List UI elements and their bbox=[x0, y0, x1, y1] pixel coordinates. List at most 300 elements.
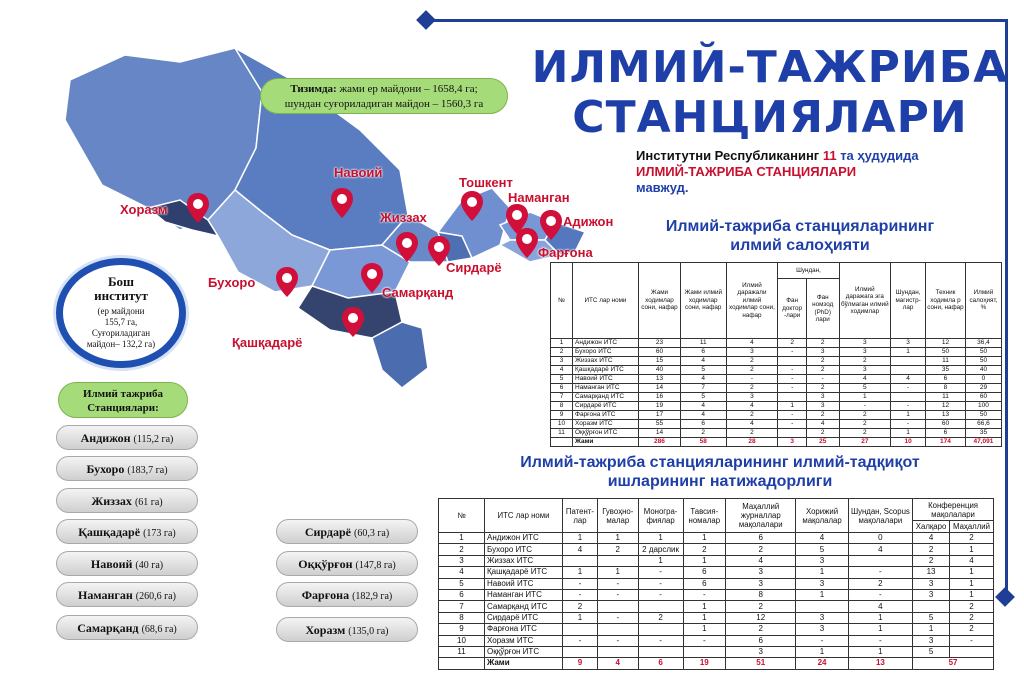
table-cell: 2 bbox=[949, 533, 993, 544]
table-cell: 5 bbox=[796, 544, 848, 555]
station-area: (182,9 га) bbox=[352, 591, 393, 602]
table-cell: Андижон ИТС bbox=[485, 533, 563, 544]
table-cell: - bbox=[597, 578, 638, 589]
table-cell: - bbox=[778, 420, 806, 429]
col-certificates: Гувоҳно-малар bbox=[597, 499, 638, 533]
table-cell: 3 bbox=[806, 393, 839, 402]
station-name: Андижон bbox=[80, 431, 131, 445]
table-cell: 3 bbox=[891, 339, 926, 348]
table-cell: 3 bbox=[726, 646, 796, 657]
table-cell: 2 bbox=[726, 429, 778, 438]
table-cell: 1 bbox=[891, 348, 926, 357]
table-cell: 3 bbox=[913, 589, 950, 600]
col-no: № bbox=[439, 499, 485, 533]
page-subtitle bbox=[636, 148, 996, 196]
table-cell: Сирдарё ИТС bbox=[485, 612, 563, 623]
col-doctors: Фан доктор -лари bbox=[778, 279, 806, 339]
label-bukhara: Бухоро bbox=[208, 275, 256, 290]
table-row bbox=[551, 348, 1002, 357]
col-total-staff: Жами ходимлар сони, нафар bbox=[639, 263, 681, 339]
table-cell: 50 bbox=[965, 348, 1001, 357]
table-row bbox=[551, 357, 1002, 366]
main-institute-title-1: Бош bbox=[107, 274, 135, 289]
map-pin-icon bbox=[516, 228, 538, 258]
table-total-row bbox=[551, 438, 1002, 447]
table-total-cell: 9 bbox=[563, 658, 598, 669]
label-khorezm: Хоразм bbox=[120, 202, 168, 217]
table-cell: Навоий ИТС bbox=[485, 578, 563, 589]
table-cell: - bbox=[778, 348, 806, 357]
table-cell: 4 bbox=[680, 402, 726, 411]
table-cell: 3 bbox=[913, 578, 950, 589]
station-area: (147,8 га) bbox=[355, 560, 396, 571]
table-cell: 55 bbox=[639, 420, 681, 429]
table-cell: - bbox=[597, 635, 638, 646]
table-total-cell: 58 bbox=[680, 438, 726, 447]
label-andijan: Адижон bbox=[563, 214, 614, 229]
table-row bbox=[551, 393, 1002, 402]
table-cell: 40 bbox=[639, 366, 681, 375]
table-cell: - bbox=[778, 375, 806, 384]
table-cell: 4 bbox=[891, 375, 926, 384]
table-cell bbox=[891, 366, 926, 375]
table-total-cell: 6 bbox=[638, 658, 683, 669]
table-cell: 2 bbox=[726, 384, 778, 393]
system-area-note bbox=[260, 78, 508, 114]
table-cell: 2 bbox=[839, 429, 891, 438]
table-cell bbox=[597, 646, 638, 657]
map-pin-icon bbox=[461, 191, 483, 221]
table-cell: - bbox=[638, 635, 683, 646]
table-cell: 29 bbox=[965, 384, 1001, 393]
table-cell: 1 bbox=[891, 411, 926, 420]
table-cell: 1 bbox=[597, 567, 638, 578]
col-phd: Фан номзод (PhD) лари bbox=[806, 279, 839, 339]
table-cell: - bbox=[778, 366, 806, 375]
table-cell: 2 bbox=[680, 429, 726, 438]
table-cell: - bbox=[848, 567, 912, 578]
table-row bbox=[439, 612, 994, 623]
table-cell bbox=[913, 601, 950, 612]
table-cell: 3 bbox=[839, 366, 891, 375]
subtitle-part-b: та ҳудудида bbox=[836, 148, 919, 163]
table-cell bbox=[563, 555, 598, 566]
col-potential: Илмий салоҳият, % bbox=[965, 263, 1001, 339]
table-cell: 8 bbox=[551, 402, 573, 411]
table-cell: 10 bbox=[551, 420, 573, 429]
table-total-cell: 51 bbox=[726, 658, 796, 669]
station-pill bbox=[56, 425, 198, 450]
table-cell: 2 bbox=[913, 555, 950, 566]
table-total-row bbox=[439, 658, 994, 669]
station-name: Қашқадарё bbox=[78, 525, 141, 539]
page-title-line1: ИЛМИЙ-ТАЖРИБА bbox=[531, 42, 1009, 93]
table-cell: 1 bbox=[563, 533, 598, 544]
col-name: ИТС лар номи bbox=[485, 499, 563, 533]
main-institute-title-2: институт bbox=[94, 288, 148, 303]
table-cell: 2 bbox=[439, 544, 485, 555]
table-cell: 6 bbox=[551, 384, 573, 393]
section1-line1: Илмий-тажриба станцияларининг bbox=[665, 218, 935, 235]
table-total-cell: 4 bbox=[597, 658, 638, 669]
table-cell: - bbox=[891, 384, 926, 393]
table-cell: - bbox=[683, 635, 726, 646]
subtitle-part-d: мавжуд. bbox=[636, 180, 689, 195]
table-cell: - bbox=[563, 589, 598, 600]
section2-line2: ишларининг натижадорлиги bbox=[607, 473, 833, 490]
table-cell bbox=[597, 624, 638, 635]
frame-diamond-start bbox=[416, 10, 436, 30]
table-cell: 50 bbox=[926, 348, 966, 357]
table-cell: 1 bbox=[848, 612, 912, 623]
table-cell: Самарқанд ИТС bbox=[573, 393, 639, 402]
table-cell: 2 bbox=[839, 357, 891, 366]
table-cell: 2 bbox=[806, 366, 839, 375]
table-cell: 6 bbox=[926, 429, 966, 438]
table-total-cell: 10 bbox=[891, 438, 926, 447]
section-research-results-title bbox=[460, 453, 980, 491]
table-cell: 60 bbox=[965, 393, 1001, 402]
table-cell: 14 bbox=[639, 384, 681, 393]
station-area: (135,0 га) bbox=[348, 626, 389, 637]
table-cell: 1 bbox=[891, 429, 926, 438]
table-cell: 2 bbox=[839, 411, 891, 420]
table-row bbox=[439, 635, 994, 646]
table-row bbox=[439, 624, 994, 635]
table-cell bbox=[597, 555, 638, 566]
table-cell bbox=[778, 429, 806, 438]
table-cell: 4 bbox=[796, 533, 848, 544]
table-cell: Оққўрғон ИТС bbox=[573, 429, 639, 438]
table-cell: 6 bbox=[926, 375, 966, 384]
section2-line1: Илмий-тажриба станцияларининг илмий-тадқиқот bbox=[520, 454, 920, 471]
table-row bbox=[439, 555, 994, 566]
station-area: (183,7 га) bbox=[127, 465, 168, 476]
table-cell: 12 bbox=[926, 402, 966, 411]
label-namangan: Наманган bbox=[508, 190, 570, 205]
table-cell: 8 bbox=[439, 612, 485, 623]
station-name: Оққўрғон bbox=[298, 557, 353, 571]
table-cell: 1 bbox=[638, 555, 683, 566]
table-cell: 12 bbox=[926, 339, 966, 348]
table-cell: 2 bbox=[563, 601, 598, 612]
table-cell: Навоий ИТС bbox=[573, 375, 639, 384]
table-total-cell: 25 bbox=[806, 438, 839, 447]
table-cell: - bbox=[891, 420, 926, 429]
station-pill bbox=[276, 582, 418, 607]
table-cell: 6 bbox=[680, 420, 726, 429]
table-cell: 3 bbox=[796, 612, 848, 623]
table-cell: 11 bbox=[926, 393, 966, 402]
section-scientific-potential-title bbox=[620, 217, 980, 255]
table-cell: Андижон ИТС bbox=[573, 339, 639, 348]
table-cell: - bbox=[638, 589, 683, 600]
main-institute-sub-4: майдон– 132,2 га) bbox=[86, 339, 156, 349]
table-cell: 1 bbox=[913, 624, 950, 635]
table-cell: 50 bbox=[965, 357, 1001, 366]
table-cell: 2 bbox=[848, 578, 912, 589]
station-area: (68,6 га) bbox=[141, 624, 177, 635]
note-line1: жами ер майдони – 1658,4 га; bbox=[336, 83, 478, 95]
table-cell bbox=[949, 646, 993, 657]
table-cell bbox=[778, 357, 806, 366]
table-cell bbox=[848, 555, 912, 566]
table-cell: 0 bbox=[965, 375, 1001, 384]
table-cell: 3 bbox=[806, 402, 839, 411]
table-row bbox=[551, 366, 1002, 375]
table-cell: 1 bbox=[683, 533, 726, 544]
table-cell: Наманган ИТС bbox=[573, 384, 639, 393]
table-total-cell: 47,091 bbox=[965, 438, 1001, 447]
table-cell: 2 bbox=[913, 544, 950, 555]
page-title-line2: СТАНЦИЯЛАРИ bbox=[572, 92, 968, 143]
table-cell: 3 bbox=[796, 578, 848, 589]
table-total-cell: Жами bbox=[485, 658, 563, 669]
table-cell: 13 bbox=[639, 375, 681, 384]
table-row bbox=[439, 567, 994, 578]
table-cell: 5 bbox=[680, 393, 726, 402]
table-cell: 5 bbox=[680, 366, 726, 375]
table-cell: 3 bbox=[726, 578, 796, 589]
table-cell: 13 bbox=[926, 411, 966, 420]
map-pin-icon bbox=[187, 193, 209, 223]
table-cell: Наманган ИТС bbox=[485, 589, 563, 600]
station-area: (260,6 га) bbox=[135, 591, 176, 602]
table-cell bbox=[683, 646, 726, 657]
table-cell: 5 bbox=[551, 375, 573, 384]
table-total-cell: Жами bbox=[573, 438, 639, 447]
station-area: (60,3 га) bbox=[353, 528, 390, 539]
table-cell: 1 bbox=[597, 533, 638, 544]
col-international: Халқаро bbox=[913, 521, 950, 533]
station-pill bbox=[56, 488, 198, 513]
table-cell: 4 bbox=[848, 544, 912, 555]
table-row bbox=[439, 601, 994, 612]
table-cell: 1 bbox=[683, 555, 726, 566]
table-cell: 8 bbox=[926, 384, 966, 393]
table-cell: 4 bbox=[726, 555, 796, 566]
table-cell: 9 bbox=[439, 624, 485, 635]
subtitle-part-a: Институтни Республиканинг bbox=[636, 148, 823, 163]
table-cell bbox=[891, 393, 926, 402]
table-cell: 4 bbox=[680, 375, 726, 384]
table-cell bbox=[638, 646, 683, 657]
table-cell: 1 bbox=[551, 339, 573, 348]
table-cell: 1 bbox=[949, 578, 993, 589]
table-cell: 6 bbox=[439, 589, 485, 600]
table-cell: - bbox=[638, 567, 683, 578]
table-cell: 1 bbox=[683, 601, 726, 612]
table-cell: 11 bbox=[680, 339, 726, 348]
label-kashkadarya: Қашқадарё bbox=[232, 335, 303, 350]
table-cell: 2 bbox=[949, 601, 993, 612]
table-cell: 36,4 bbox=[965, 339, 1001, 348]
table-cell: 3 bbox=[726, 393, 778, 402]
stations-header-line1: Илмий тажриба bbox=[82, 388, 164, 400]
table-total-cell: 28 bbox=[726, 438, 778, 447]
table-cell: 1 bbox=[439, 533, 485, 544]
table-total-cell: 13 bbox=[848, 658, 912, 669]
table-cell: 4 bbox=[680, 411, 726, 420]
table-cell: 2 bbox=[778, 339, 806, 348]
map-pin-icon bbox=[396, 232, 418, 262]
section1-line2: илмий салоҳияти bbox=[730, 237, 870, 254]
table-cell: 60 bbox=[639, 348, 681, 357]
station-name: Наманган bbox=[78, 588, 133, 602]
table-cell: 2 bbox=[806, 357, 839, 366]
table-cell: 3 bbox=[839, 348, 891, 357]
label-sirdarya: Сирдарё bbox=[446, 260, 502, 275]
table-cell: - bbox=[778, 384, 806, 393]
table-cell: Бухоро ИТС bbox=[573, 348, 639, 357]
table-cell: 2 дарслик bbox=[638, 544, 683, 555]
table-total-cell: 27 bbox=[839, 438, 891, 447]
table-cell: 1 bbox=[839, 393, 891, 402]
table-cell: Жиззах ИТС bbox=[573, 357, 639, 366]
note-line2: шундан суғориладиган майдон – 1560,3 га bbox=[284, 98, 484, 110]
table-cell: 6 bbox=[726, 533, 796, 544]
table-cell: 0 bbox=[848, 533, 912, 544]
table-row bbox=[551, 402, 1002, 411]
table-cell: 4 bbox=[839, 375, 891, 384]
table-cell: 2 bbox=[726, 624, 796, 635]
station-pill bbox=[56, 551, 198, 576]
table-cell: 4 bbox=[949, 555, 993, 566]
table-cell: 11 bbox=[439, 646, 485, 657]
subtitle-part-c: ИЛМИЙ-ТАЖРИБА СТАНЦИЯЛАРИ bbox=[636, 164, 857, 179]
table-cell: 3 bbox=[796, 555, 848, 566]
table-cell: 16 bbox=[639, 393, 681, 402]
table-cell: - bbox=[891, 402, 926, 411]
table-total-cell bbox=[551, 438, 573, 447]
table-cell: Сирдарё ИТС bbox=[573, 402, 639, 411]
table-row bbox=[439, 533, 994, 544]
table-cell bbox=[796, 601, 848, 612]
table-cell: - bbox=[563, 578, 598, 589]
table-cell bbox=[638, 624, 683, 635]
frame-line-top bbox=[426, 19, 1008, 22]
table-total-cell: 19 bbox=[683, 658, 726, 669]
table-cell: 2 bbox=[726, 357, 778, 366]
table-row bbox=[551, 429, 1002, 438]
table-cell: 2 bbox=[806, 339, 839, 348]
table-cell: - bbox=[683, 589, 726, 600]
col-non-degreed: Илмий даражага эга бўлмаган илмий ходимлар bbox=[839, 263, 891, 339]
table-cell: 4 bbox=[726, 402, 778, 411]
label-tashkent: Тошкент bbox=[459, 175, 513, 190]
station-area: (115,2 га) bbox=[133, 434, 174, 445]
table-cell: 1 bbox=[848, 646, 912, 657]
table-cell: 66,6 bbox=[965, 420, 1001, 429]
col-patents: Патент-лар bbox=[563, 499, 598, 533]
col-monographs: Моногра-фиялар bbox=[638, 499, 683, 533]
table-cell: 5 bbox=[839, 384, 891, 393]
table-row bbox=[551, 384, 1002, 393]
table-cell: - bbox=[806, 375, 839, 384]
table-cell: 10 bbox=[439, 635, 485, 646]
table-total-cell: 57 bbox=[913, 658, 994, 669]
table-cell: 3 bbox=[726, 348, 778, 357]
table-row bbox=[551, 339, 1002, 348]
table-cell: 4 bbox=[848, 601, 912, 612]
table-cell: 1 bbox=[949, 567, 993, 578]
table-total-cell: 286 bbox=[639, 438, 681, 447]
table-cell: 7 bbox=[551, 393, 573, 402]
station-name: Хоразм bbox=[305, 623, 346, 637]
table-cell bbox=[563, 624, 598, 635]
col-foreign-articles: Хорижий мақолалар bbox=[796, 499, 848, 533]
table-cell: 1 bbox=[796, 646, 848, 657]
map-pin-icon bbox=[342, 307, 364, 337]
table-cell: 5 bbox=[913, 646, 950, 657]
table-cell bbox=[563, 646, 598, 657]
station-pill bbox=[56, 582, 198, 607]
main-institute-sub-3: Суғориладиган bbox=[91, 328, 151, 338]
table-cell: 4 bbox=[806, 420, 839, 429]
table-cell: 2 bbox=[726, 544, 796, 555]
col-group-conference: Конференция мақолалари bbox=[913, 499, 994, 521]
table-cell: 1 bbox=[683, 624, 726, 635]
table-cell: 3 bbox=[439, 555, 485, 566]
col-masters: Шундан, магистр-лар bbox=[891, 263, 926, 339]
table-cell: 4 bbox=[551, 366, 573, 375]
table-cell: Бухоро ИТС bbox=[485, 544, 563, 555]
table-cell: 7 bbox=[439, 601, 485, 612]
table-cell: 4 bbox=[726, 420, 778, 429]
scientific-potential-table bbox=[550, 262, 1002, 447]
stations-header-line2: Станциялари: bbox=[87, 402, 159, 414]
table-cell: 4 bbox=[439, 567, 485, 578]
table-total-cell: 24 bbox=[796, 658, 848, 669]
table-cell bbox=[597, 601, 638, 612]
table-cell: 6 bbox=[680, 348, 726, 357]
station-pill bbox=[276, 551, 418, 576]
table-cell: 8 bbox=[726, 589, 796, 600]
table-cell: 3 bbox=[913, 635, 950, 646]
table-cell: 1 bbox=[778, 402, 806, 411]
table-cell: Хоразм ИТС bbox=[573, 420, 639, 429]
col-no: № bbox=[551, 263, 573, 339]
table-row bbox=[551, 375, 1002, 384]
col-recommendations: Тавсия-номалар bbox=[683, 499, 726, 533]
main-institute-sub-2: 155,7 га, bbox=[104, 317, 138, 327]
table-cell: 1 bbox=[848, 624, 912, 635]
label-fergana: Фарғона bbox=[538, 245, 593, 260]
table-row bbox=[439, 589, 994, 600]
table-row bbox=[551, 420, 1002, 429]
table-cell: Фарғона ИТС bbox=[485, 624, 563, 635]
table-cell: Оққўрғон ИТС bbox=[485, 646, 563, 657]
table-cell: 15 bbox=[639, 357, 681, 366]
table-cell: 1 bbox=[796, 567, 848, 578]
station-area: (40 га) bbox=[135, 560, 164, 571]
table-cell: Қашқадарё ИТС bbox=[573, 366, 639, 375]
table-cell: 60 bbox=[926, 420, 966, 429]
table-cell: - bbox=[726, 375, 778, 384]
label-jizzakh: Жиззах bbox=[380, 210, 427, 225]
frame-diamond-end bbox=[995, 587, 1015, 607]
table-cell: Қашқадарё ИТС bbox=[485, 567, 563, 578]
table-cell: - bbox=[848, 635, 912, 646]
station-name: Навоий bbox=[90, 557, 133, 571]
station-pill bbox=[56, 519, 198, 544]
col-technical-staff: Техник ходимла р сони, нафар bbox=[926, 263, 966, 339]
table-cell: Хоразм ИТС bbox=[485, 635, 563, 646]
table-cell: 23 bbox=[639, 339, 681, 348]
table-cell: - bbox=[597, 589, 638, 600]
station-pill bbox=[56, 615, 198, 640]
table-cell: 4 bbox=[726, 339, 778, 348]
